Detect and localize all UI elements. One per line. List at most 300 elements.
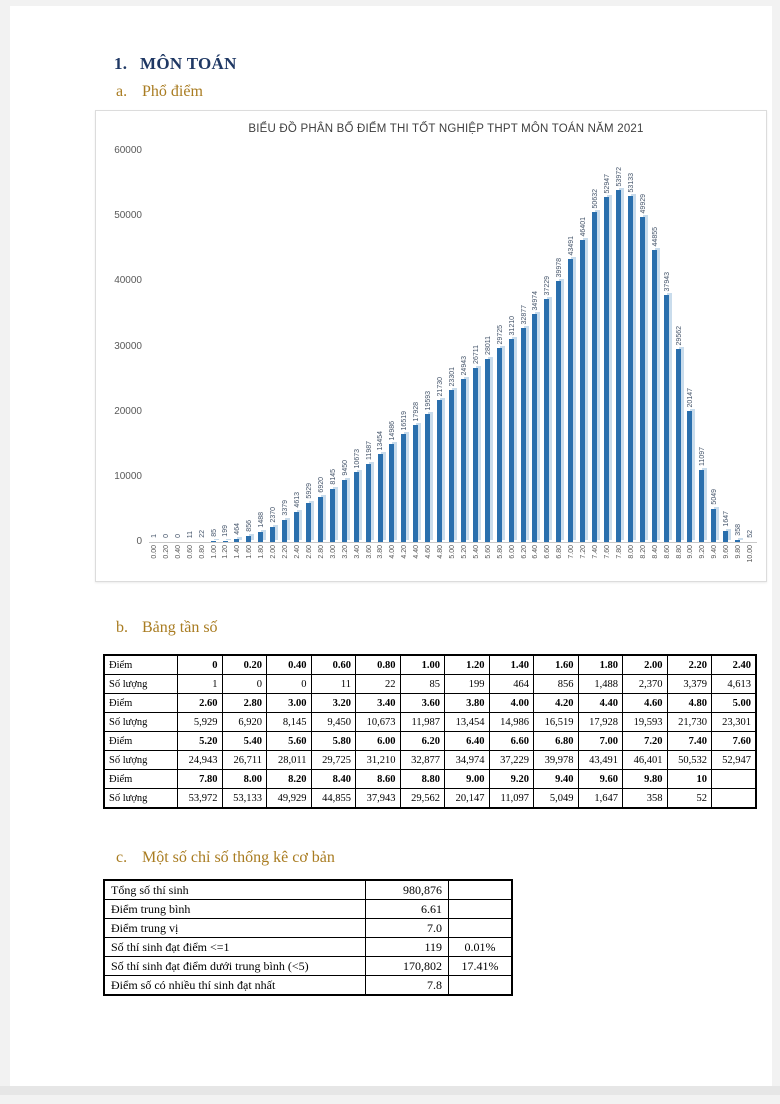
x-tick-label: 8.20 bbox=[639, 545, 647, 559]
bar bbox=[354, 472, 359, 542]
frequency-cell: 0 bbox=[267, 675, 312, 694]
bar-value-label: 53133 bbox=[627, 172, 635, 192]
subsection-a-title: Phổ điểm bbox=[142, 83, 203, 100]
stat-value: 170,802 bbox=[366, 957, 449, 976]
x-tick-label: 4.00 bbox=[389, 545, 397, 559]
x-tick-label: 6.00 bbox=[508, 545, 516, 559]
x-tick-label: 9.20 bbox=[699, 545, 707, 559]
frequency-cell: 37,229 bbox=[489, 751, 534, 770]
bar-value-label: 21730 bbox=[437, 376, 445, 396]
frequency-cell: 6,920 bbox=[222, 713, 267, 732]
y-tick-label: 0 bbox=[136, 536, 142, 547]
frequency-cell: 1.40 bbox=[489, 655, 534, 675]
frequency-cell: 3.60 bbox=[400, 694, 445, 713]
x-tick-label: 1.80 bbox=[258, 545, 266, 559]
bar-column bbox=[530, 151, 542, 542]
x-tick-label: 8.80 bbox=[675, 545, 683, 559]
bar-column bbox=[364, 151, 376, 542]
stat-value: 980,876 bbox=[366, 880, 449, 900]
frequency-cell: 3,379 bbox=[667, 675, 712, 694]
y-tick-label: 20000 bbox=[114, 405, 142, 417]
frequency-cell: 4.00 bbox=[489, 694, 534, 713]
bar-value-label: 17928 bbox=[413, 401, 421, 421]
section-heading-mon-toan bbox=[114, 54, 237, 74]
bar-value-label: 52947 bbox=[603, 173, 611, 193]
bar-value-label: 11 bbox=[186, 530, 194, 538]
frequency-cell: 5.40 bbox=[222, 732, 267, 751]
frequency-row-soluong bbox=[104, 751, 756, 770]
bar-column bbox=[733, 151, 745, 542]
bar-column bbox=[292, 151, 304, 542]
frequency-cell: 1 bbox=[178, 675, 223, 694]
bar-column bbox=[197, 151, 209, 542]
bar-column bbox=[280, 151, 292, 542]
bar bbox=[687, 411, 692, 542]
frequency-cell: 52,947 bbox=[712, 751, 757, 770]
x-tick-label: 3.60 bbox=[365, 545, 373, 559]
bar-value-label: 3379 bbox=[282, 500, 290, 516]
bar-column bbox=[709, 151, 721, 542]
statistics-row bbox=[104, 919, 512, 938]
frequency-cell: 2.80 bbox=[222, 694, 267, 713]
bar-column bbox=[387, 151, 399, 542]
bar-column bbox=[173, 151, 185, 542]
bar-column bbox=[602, 151, 614, 542]
x-tick-label: 8.00 bbox=[627, 545, 635, 559]
bar-value-label: 464 bbox=[234, 523, 242, 535]
frequency-row-diem bbox=[104, 732, 756, 751]
stat-value: 6.61 bbox=[366, 900, 449, 919]
bar-column bbox=[244, 151, 256, 542]
frequency-row-soluong bbox=[104, 713, 756, 732]
x-tick-label: 9.40 bbox=[711, 545, 719, 559]
section-title: MÔN TOÁN bbox=[140, 54, 237, 73]
frequency-row-diem bbox=[104, 770, 756, 789]
frequency-cell: 8.60 bbox=[356, 770, 401, 789]
bar-value-label: 11097 bbox=[699, 447, 707, 466]
bar bbox=[389, 444, 394, 542]
frequency-cell: 1.80 bbox=[578, 655, 623, 675]
frequency-cell: 4.60 bbox=[623, 694, 668, 713]
row-header: Số lượng bbox=[104, 713, 178, 732]
bar-value-label: 26711 bbox=[472, 345, 480, 364]
frequency-cell: 7.40 bbox=[667, 732, 712, 751]
bar bbox=[616, 190, 621, 542]
x-tick-label: 3.00 bbox=[329, 545, 337, 559]
bar bbox=[735, 540, 740, 542]
frequency-cell: 23,301 bbox=[712, 713, 757, 732]
x-tick-label: 4.60 bbox=[425, 545, 433, 559]
bar-column bbox=[268, 151, 280, 542]
frequency-cell: 0.40 bbox=[267, 655, 312, 675]
frequency-cell: 3.00 bbox=[267, 694, 312, 713]
frequency-cell: 20,147 bbox=[445, 789, 490, 809]
frequency-row-soluong bbox=[104, 675, 756, 694]
bar-value-label: 856 bbox=[246, 520, 254, 532]
frequency-cell: 44,855 bbox=[311, 789, 356, 809]
bar-column bbox=[221, 151, 233, 542]
x-tick-label: 1.60 bbox=[246, 545, 254, 559]
bar-column bbox=[519, 151, 531, 542]
frequency-row-diem bbox=[104, 655, 756, 675]
frequency-cell: 5,929 bbox=[178, 713, 223, 732]
bar-value-label: 37229 bbox=[544, 275, 552, 295]
bar bbox=[258, 532, 263, 542]
frequency-cell: 4,613 bbox=[712, 675, 757, 694]
frequency-cell: 5.60 bbox=[267, 732, 312, 751]
bar-value-label: 53972 bbox=[615, 166, 623, 186]
bar bbox=[330, 489, 335, 542]
bar-value-label: 0 bbox=[174, 534, 182, 538]
bar-column bbox=[328, 151, 340, 542]
frequency-cell: 8.80 bbox=[400, 770, 445, 789]
bar-column bbox=[423, 151, 435, 542]
bar-value-label: 34974 bbox=[532, 290, 540, 310]
x-tick-label: 1.20 bbox=[222, 545, 230, 559]
bar-value-label: 1647 bbox=[723, 511, 731, 527]
frequency-cell: 21,730 bbox=[667, 713, 712, 732]
bar bbox=[318, 497, 323, 542]
bar-value-label: 85 bbox=[210, 529, 218, 537]
bar bbox=[342, 480, 347, 542]
x-tick-label: 2.20 bbox=[282, 545, 290, 559]
bar-column bbox=[352, 151, 364, 542]
frequency-cell: 16,519 bbox=[534, 713, 579, 732]
stat-percent bbox=[449, 976, 513, 996]
bar bbox=[628, 196, 633, 542]
bar-value-label: 52 bbox=[747, 530, 755, 538]
stat-percent: 0.01% bbox=[449, 938, 513, 957]
bar bbox=[378, 454, 383, 542]
bar-value-label: 1 bbox=[150, 534, 158, 538]
row-header: Số lượng bbox=[104, 675, 178, 694]
bar-value-label: 22 bbox=[198, 530, 206, 538]
stat-value: 7.0 bbox=[366, 919, 449, 938]
x-tick-label: 4.80 bbox=[437, 545, 445, 559]
frequency-cell: 0.60 bbox=[311, 655, 356, 675]
frequency-cell: 9.60 bbox=[578, 770, 623, 789]
bar-value-label: 199 bbox=[222, 525, 230, 537]
bar-value-label: 32877 bbox=[520, 304, 528, 324]
section-number: 1. bbox=[114, 54, 128, 73]
subsection-a-number: a. bbox=[116, 83, 128, 100]
frequency-cell: 7.80 bbox=[178, 770, 223, 789]
bar bbox=[223, 541, 228, 542]
bar-value-label: 5929 bbox=[305, 483, 313, 499]
frequency-cell: 53,972 bbox=[178, 789, 223, 809]
bar-column bbox=[435, 151, 447, 542]
frequency-cell: 10,673 bbox=[356, 713, 401, 732]
bar bbox=[270, 527, 275, 542]
frequency-cell: 1.60 bbox=[534, 655, 579, 675]
frequency-cell: 6.80 bbox=[534, 732, 579, 751]
bar bbox=[413, 425, 418, 542]
bar bbox=[604, 197, 609, 542]
frequency-cell: 5.20 bbox=[178, 732, 223, 751]
bar-value-label: 16519 bbox=[401, 410, 409, 430]
bar bbox=[473, 368, 478, 542]
bar-value-label: 4613 bbox=[294, 492, 301, 508]
bar-value-label: 14986 bbox=[389, 420, 397, 440]
stat-percent: 17.41% bbox=[449, 957, 513, 976]
subsection-b-title: Bảng tần số bbox=[142, 619, 218, 636]
bar bbox=[580, 240, 585, 542]
stat-label: Số thí sinh đạt điểm dưới trung bình (<5) bbox=[104, 957, 366, 976]
frequency-cell: 358 bbox=[623, 789, 668, 809]
x-tick-label: 6.20 bbox=[520, 545, 528, 559]
bar-column bbox=[745, 151, 757, 542]
frequency-cell: 37,943 bbox=[356, 789, 401, 809]
frequency-cell: 9.20 bbox=[489, 770, 534, 789]
frequency-cell: 31,210 bbox=[356, 751, 401, 770]
bar-column bbox=[685, 151, 697, 542]
frequency-cell: 8,145 bbox=[267, 713, 312, 732]
subsection-c-title: Một số chỉ số thống kê cơ bản bbox=[142, 849, 335, 866]
bar bbox=[711, 509, 716, 542]
statistics-row bbox=[104, 900, 512, 919]
bar bbox=[664, 295, 669, 542]
bar-value-label: 10673 bbox=[353, 448, 361, 468]
frequency-cell: 3.40 bbox=[356, 694, 401, 713]
x-tick-label: 3.40 bbox=[353, 545, 361, 559]
bar-value-label: 19593 bbox=[425, 390, 433, 410]
frequency-cell: 26,711 bbox=[222, 751, 267, 770]
x-tick-label: 7.60 bbox=[603, 545, 611, 559]
frequency-cell: 8.20 bbox=[267, 770, 312, 789]
frequency-cell: 6.60 bbox=[489, 732, 534, 751]
bar-column bbox=[185, 151, 197, 542]
frequency-cell: 43,491 bbox=[578, 751, 623, 770]
statistics-row bbox=[104, 976, 512, 996]
bar bbox=[437, 400, 442, 542]
frequency-cell: 50,532 bbox=[667, 751, 712, 770]
page-edge-strip bbox=[0, 1086, 780, 1095]
frequency-cell: 28,011 bbox=[267, 751, 312, 770]
frequency-cell: 9.00 bbox=[445, 770, 490, 789]
x-tick-label: 7.40 bbox=[592, 545, 600, 559]
stat-label: Điểm trung vị bbox=[104, 919, 366, 938]
frequency-cell: 7.20 bbox=[623, 732, 668, 751]
frequency-cell bbox=[712, 789, 757, 809]
bar bbox=[568, 259, 573, 542]
frequency-cell: 49,929 bbox=[267, 789, 312, 809]
bar-column bbox=[411, 151, 423, 542]
frequency-cell: 17,928 bbox=[578, 713, 623, 732]
bar bbox=[676, 349, 681, 542]
y-tick-label: 60000 bbox=[114, 145, 142, 156]
bar-value-label: 6920 bbox=[317, 477, 325, 493]
x-tick-label: 8.40 bbox=[651, 545, 659, 559]
stat-label: Tổng số thí sinh bbox=[104, 880, 366, 900]
bar-value-label: 46401 bbox=[580, 216, 588, 236]
frequency-cell: 34,974 bbox=[445, 751, 490, 770]
frequency-cell: 32,877 bbox=[400, 751, 445, 770]
x-tick-label: 3.80 bbox=[377, 545, 385, 559]
bar-value-label: 43491 bbox=[568, 235, 576, 255]
x-tick-label: 1.00 bbox=[210, 545, 218, 559]
bar-column bbox=[447, 151, 459, 542]
frequency-cell: 464 bbox=[489, 675, 534, 694]
row-header: Điểm bbox=[104, 694, 178, 713]
y-tick-label: 50000 bbox=[114, 210, 142, 222]
frequency-cell: 1.00 bbox=[400, 655, 445, 675]
bar bbox=[211, 541, 216, 542]
bar bbox=[592, 212, 597, 542]
stat-label: Điểm số có nhiều thí sinh đạt nhất bbox=[104, 976, 366, 996]
score-distribution-chart bbox=[95, 110, 767, 582]
bar-value-label: 11987 bbox=[365, 441, 373, 460]
bar-column bbox=[638, 151, 650, 542]
x-tick-label: 2.40 bbox=[294, 545, 302, 559]
row-header: Số lượng bbox=[104, 789, 178, 809]
x-tick-label: 5.80 bbox=[496, 545, 504, 559]
x-tick-label: 1.40 bbox=[234, 545, 242, 559]
x-tick-label: 7.80 bbox=[615, 545, 623, 559]
subsection-c-number: c. bbox=[116, 849, 128, 866]
x-tick-label: 0.00 bbox=[150, 545, 158, 559]
bar-column bbox=[566, 151, 578, 542]
stat-value: 7.8 bbox=[366, 976, 449, 996]
statistics-row bbox=[104, 938, 512, 957]
bar-value-label: 29725 bbox=[496, 324, 504, 344]
frequency-cell: 4.40 bbox=[578, 694, 623, 713]
frequency-cell: 5.00 bbox=[712, 694, 757, 713]
frequency-cell: 11 bbox=[311, 675, 356, 694]
frequency-cell: 9.40 bbox=[534, 770, 579, 789]
bar-value-label: 5049 bbox=[711, 489, 719, 505]
bar-value-label: 2370 bbox=[270, 507, 278, 523]
frequency-cell: 8.00 bbox=[222, 770, 267, 789]
x-tick-label: 3.20 bbox=[341, 545, 349, 559]
bar bbox=[425, 414, 430, 542]
frequency-cell: 3.80 bbox=[445, 694, 490, 713]
frequency-cell: 29,562 bbox=[400, 789, 445, 809]
frequency-cell: 6.00 bbox=[356, 732, 401, 751]
bar-column bbox=[662, 151, 674, 542]
frequency-cell: 14,986 bbox=[489, 713, 534, 732]
x-tick-label: 4.20 bbox=[401, 545, 409, 559]
bar-value-label: 28011 bbox=[484, 336, 492, 355]
bar-column bbox=[256, 151, 268, 542]
x-tick-label: 10.00 bbox=[747, 545, 755, 563]
frequency-cell: 1,647 bbox=[578, 789, 623, 809]
x-tick-label: 9.80 bbox=[735, 545, 743, 559]
bar bbox=[723, 531, 728, 542]
frequency-row-diem bbox=[104, 694, 756, 713]
chart-plot-area bbox=[149, 151, 757, 543]
subsection-a-pho-diem bbox=[116, 83, 203, 101]
bar bbox=[294, 512, 299, 542]
bar-column bbox=[495, 151, 507, 542]
bar bbox=[640, 217, 645, 542]
bar bbox=[246, 536, 251, 542]
bar bbox=[485, 359, 490, 542]
x-tick-label: 5.20 bbox=[460, 545, 468, 559]
stat-label: Điểm trung bình bbox=[104, 900, 366, 919]
frequency-cell bbox=[712, 770, 757, 789]
bar-column bbox=[149, 151, 161, 542]
x-tick-label: 9.00 bbox=[687, 545, 695, 559]
bar-value-label: 1488 bbox=[258, 512, 266, 528]
bar-value-label: 37943 bbox=[663, 271, 671, 291]
stat-percent bbox=[449, 919, 513, 938]
bar-column bbox=[316, 151, 328, 542]
frequency-cell: 10 bbox=[667, 770, 712, 789]
bar-column bbox=[554, 151, 566, 542]
frequency-cell: 24,943 bbox=[178, 751, 223, 770]
frequency-cell: 52 bbox=[667, 789, 712, 809]
x-tick-label: 0.80 bbox=[198, 545, 206, 559]
subsection-b-bang-tan-so bbox=[116, 619, 218, 637]
bar bbox=[509, 339, 514, 542]
y-tick-label: 40000 bbox=[114, 275, 142, 287]
x-tick-label: 0.20 bbox=[162, 545, 170, 559]
bar-value-label: 39978 bbox=[556, 257, 564, 277]
bar bbox=[461, 379, 466, 542]
y-tick-label: 30000 bbox=[114, 340, 142, 352]
bar-column bbox=[459, 151, 471, 542]
statistics-table bbox=[103, 879, 513, 996]
statistics-row bbox=[104, 957, 512, 976]
row-header: Điểm bbox=[104, 732, 178, 751]
frequency-cell: 856 bbox=[534, 675, 579, 694]
frequency-cell: 2.00 bbox=[623, 655, 668, 675]
bar-column bbox=[232, 151, 244, 542]
frequency-cell: 6.40 bbox=[445, 732, 490, 751]
bar bbox=[306, 503, 311, 542]
frequency-cell: 5,049 bbox=[534, 789, 579, 809]
x-tick-label: 7.20 bbox=[580, 545, 588, 559]
stat-percent bbox=[449, 900, 513, 919]
bar-value-label: 49929 bbox=[639, 193, 647, 213]
bar-column bbox=[161, 151, 173, 542]
frequency-cell: 11,987 bbox=[400, 713, 445, 732]
bar-column bbox=[209, 151, 221, 542]
bar bbox=[366, 464, 371, 542]
frequency-cell: 2,370 bbox=[623, 675, 668, 694]
x-tick-label: 7.00 bbox=[568, 545, 576, 559]
x-tick-label: 4.40 bbox=[413, 545, 421, 559]
bar bbox=[282, 520, 287, 542]
frequency-cell: 4.80 bbox=[667, 694, 712, 713]
x-tick-label: 8.60 bbox=[663, 545, 671, 559]
stat-label: Số thí sinh đạt điểm <=1 bbox=[104, 938, 366, 957]
frequency-cell: 2.40 bbox=[712, 655, 757, 675]
frequency-cell: 3.20 bbox=[311, 694, 356, 713]
bar bbox=[544, 299, 549, 542]
chart-x-axis-labels bbox=[149, 543, 757, 577]
bar bbox=[521, 328, 526, 542]
bar bbox=[234, 539, 239, 542]
bar-value-label: 8145 bbox=[329, 469, 337, 485]
frequency-cell: 53,133 bbox=[222, 789, 267, 809]
bar-value-label: 20147 bbox=[687, 387, 695, 407]
bar-column bbox=[721, 151, 733, 542]
subsection-b-number: b. bbox=[116, 619, 128, 636]
frequency-cell: 8.40 bbox=[311, 770, 356, 789]
x-tick-label: 6.40 bbox=[532, 545, 540, 559]
frequency-cell: 1,488 bbox=[578, 675, 623, 694]
bar-column bbox=[304, 151, 316, 542]
bar-column bbox=[697, 151, 709, 542]
bar-value-label: 44855 bbox=[651, 226, 659, 246]
frequency-cell: 13,454 bbox=[445, 713, 490, 732]
frequency-cell: 46,401 bbox=[623, 751, 668, 770]
chart-title: BIỂU ĐỒ PHÂN BỐ ĐIỂM THI TỐT NGHIỆP THPT MÔN TOÁN NĂM 2021 bbox=[248, 123, 644, 135]
row-header: Điểm bbox=[104, 770, 178, 789]
x-tick-label: 6.60 bbox=[544, 545, 552, 559]
bar bbox=[497, 348, 502, 542]
